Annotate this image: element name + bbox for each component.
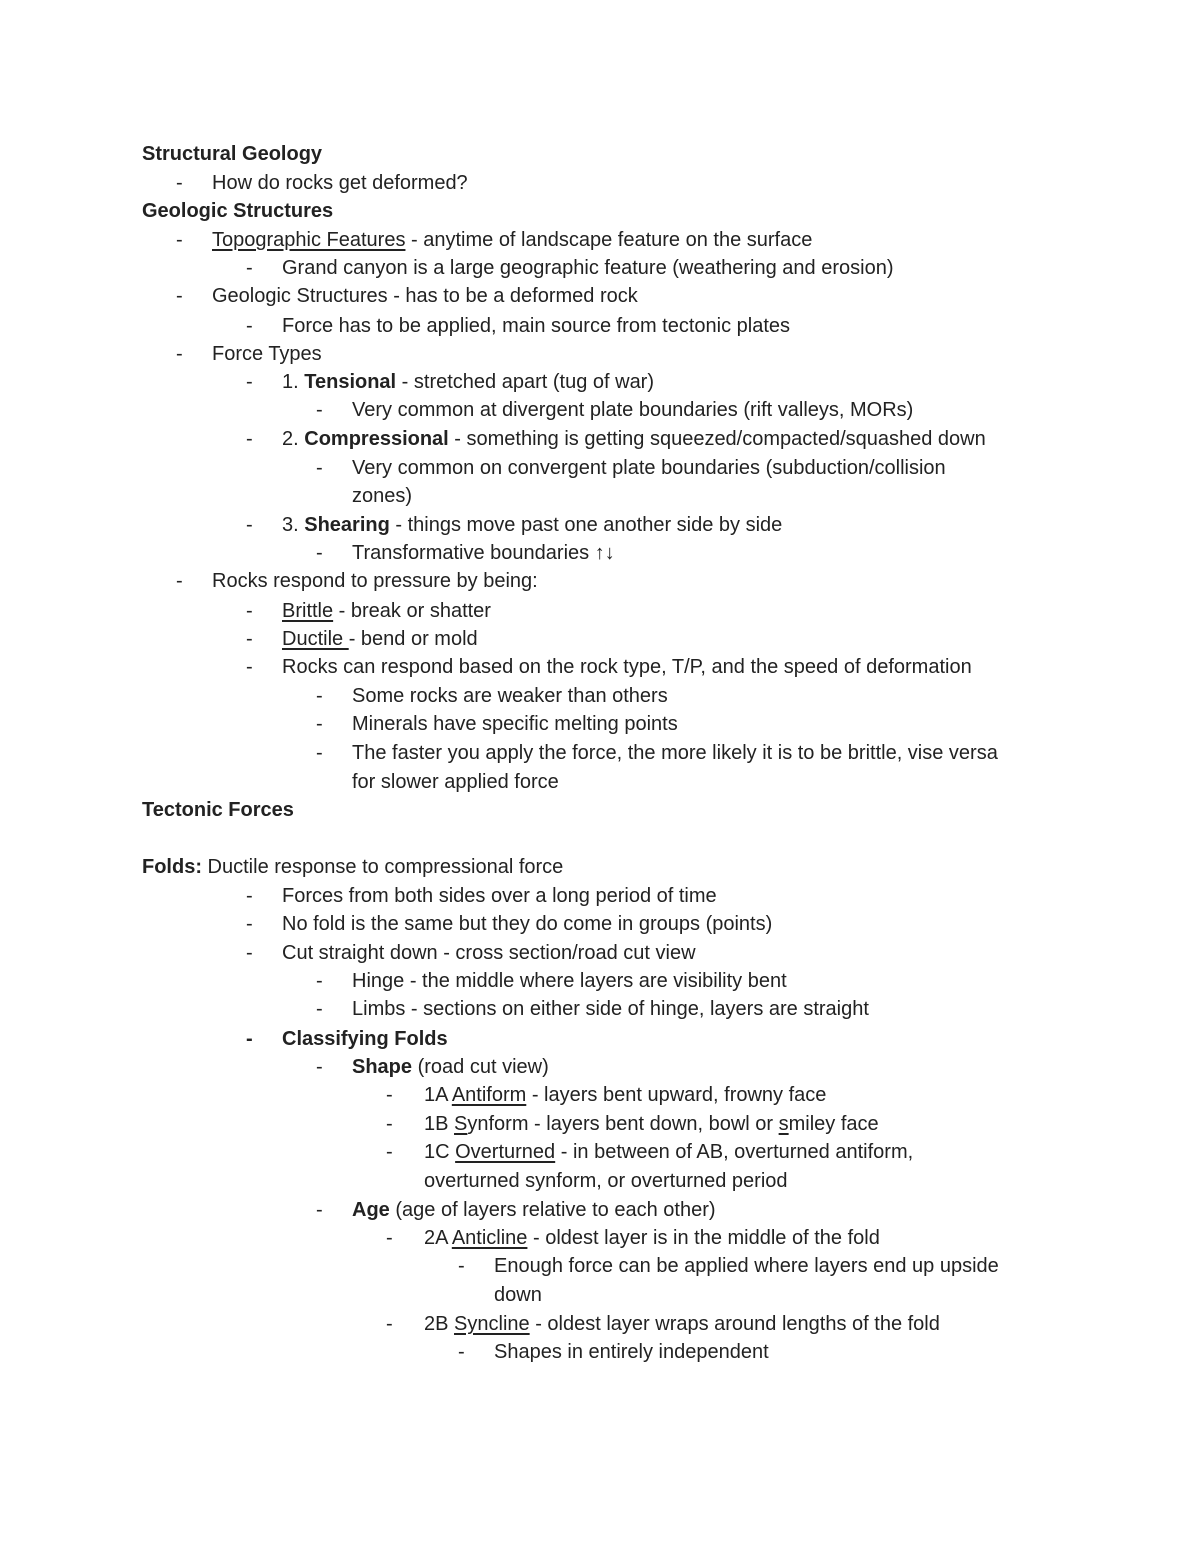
term-synform-s: S [454,1113,468,1135]
bullet-dash: - [246,371,253,393]
list-item-continuation: overturned synform, or overturned period [424,1170,788,1192]
bullet-dash: - [176,229,183,251]
term-antiform: Antiform [451,1084,527,1106]
bullet-dash: - [386,1113,393,1135]
bullet-dash: - [386,1141,393,1163]
bullet-dash: - [246,600,253,622]
bullet-dash: - [246,257,253,279]
document-page: Structural Geology - How do rocks get deformed? Geologic Structures - Topographic Features - anytime of landscape feature on the surface - Grand canyon is a large geographic feature (weathering and erosion) - Geologic Structures - has to be a deformed rock - Force has to be applied, main source from tectonic plates - Force Types - 1. Tensional - stretched apart (tug of war) - Very common at divergent plate boundaries (rift valleys, MORs) - 2. Compressional - something is getting squeezed/compacted/squashed down - Very common on convergent plate boundaries (subduction/collision zones) - 3. Shearing - things move past one another side by side - Transformative boundaries ↑↓ - Rocks respond to pressure by being: - Brittle - break or shatter - Ductile - bend or mold - Rocks can respond based on the rock type, T/P, and the speed of deformation - Some rocks are weaker than others - Minerals have specific melting points - The faster you apply the force, the more likely it is to be brittle, vise versa for slower applied force Tectonic Forces Folds: Ductile response to compressional force - Forces from both sides over a long period of time - No fold is the same but they do come in groups (points) - Cut straight down - cross section/road cut view - Hinge - the middle where layers are visibility bent - Limbs - sections on either side of hinge, layers are straight - Classifying Folds - Shape (road cut view) - 1A Antiform - layers bent upward, frowny face - 1B Synform - layers bent down, bowl or smiley face - 1C Overturned - in between of AB, overturned antiform, overturned synform, or overturned period - Age (age of layers relative to each other) - 2A Anticline - oldest layer is in the middle of the fold - Enough force can be applied where layers end up upside down - 2B Syncline - oldest layer wraps around lengths of the fold - Shapes in entirely independent [0,0,1200,1553]
term-overturned: Overturned [455,1141,556,1163]
term-age: Age [352,1199,390,1221]
term-anticline: Anticline [451,1227,528,1249]
bullet-dash: - [458,1341,465,1363]
term-shape: Shape [352,1056,413,1078]
bullet-dash: - [316,998,323,1020]
list-item-continuation: down [494,1284,542,1306]
bullet-dash: - [316,399,323,421]
bullet-dash: - [246,428,253,450]
bullet-dash: - [386,1313,393,1335]
bullet-dash: - [316,457,323,479]
bullet-dash: - [246,913,253,935]
list-item-continuation: for slower applied force [352,771,559,793]
section-heading: Geologic Structures [142,200,334,222]
term-ductile: Ductile [282,628,349,650]
list-item-continuation: zones) [352,485,413,507]
bullet-dash: - [246,1028,253,1050]
term-shearing: Shearing [304,514,390,536]
bullet-dash: - [316,1199,323,1221]
bullet-dash: - [316,742,323,764]
bullet-dash: - [316,1056,323,1078]
folds-intro: Folds: Ductile response to compressional force [142,856,564,878]
bullet-dash: - [246,315,253,337]
bullet-dash: - [316,970,323,992]
bullet-dash: - [316,713,323,735]
bullet-dash: - [176,570,183,592]
term-folds: Folds: [142,856,202,878]
bullet-dash: - [176,172,183,194]
bullet-dash: - [246,942,253,964]
doc-title: Structural Geology [142,143,323,165]
bullet-dash: - [246,514,253,536]
bullet-dash: - [246,885,253,907]
bullet-dash: - [176,343,183,365]
bullet-dash: - [386,1227,393,1249]
term-compressional: Compressional [304,428,449,450]
bullet-dash: - [316,685,323,707]
bullet-dash: - [246,628,253,650]
term-topographic: Topographic Features [212,229,406,251]
bullet-dash: - [316,542,323,564]
term-syncline: Syncline [454,1313,530,1335]
bullet-dash: - [246,656,253,678]
bullet-dash: - [386,1084,393,1106]
term-brittle: Brittle [282,600,334,622]
term-tensional: Tensional [304,371,397,393]
term-classifying-folds: Classifying Folds [282,1028,448,1050]
section-heading: Tectonic Forces [142,799,294,821]
bullet-dash: - [458,1255,465,1277]
bullet-dash: - [176,285,183,307]
